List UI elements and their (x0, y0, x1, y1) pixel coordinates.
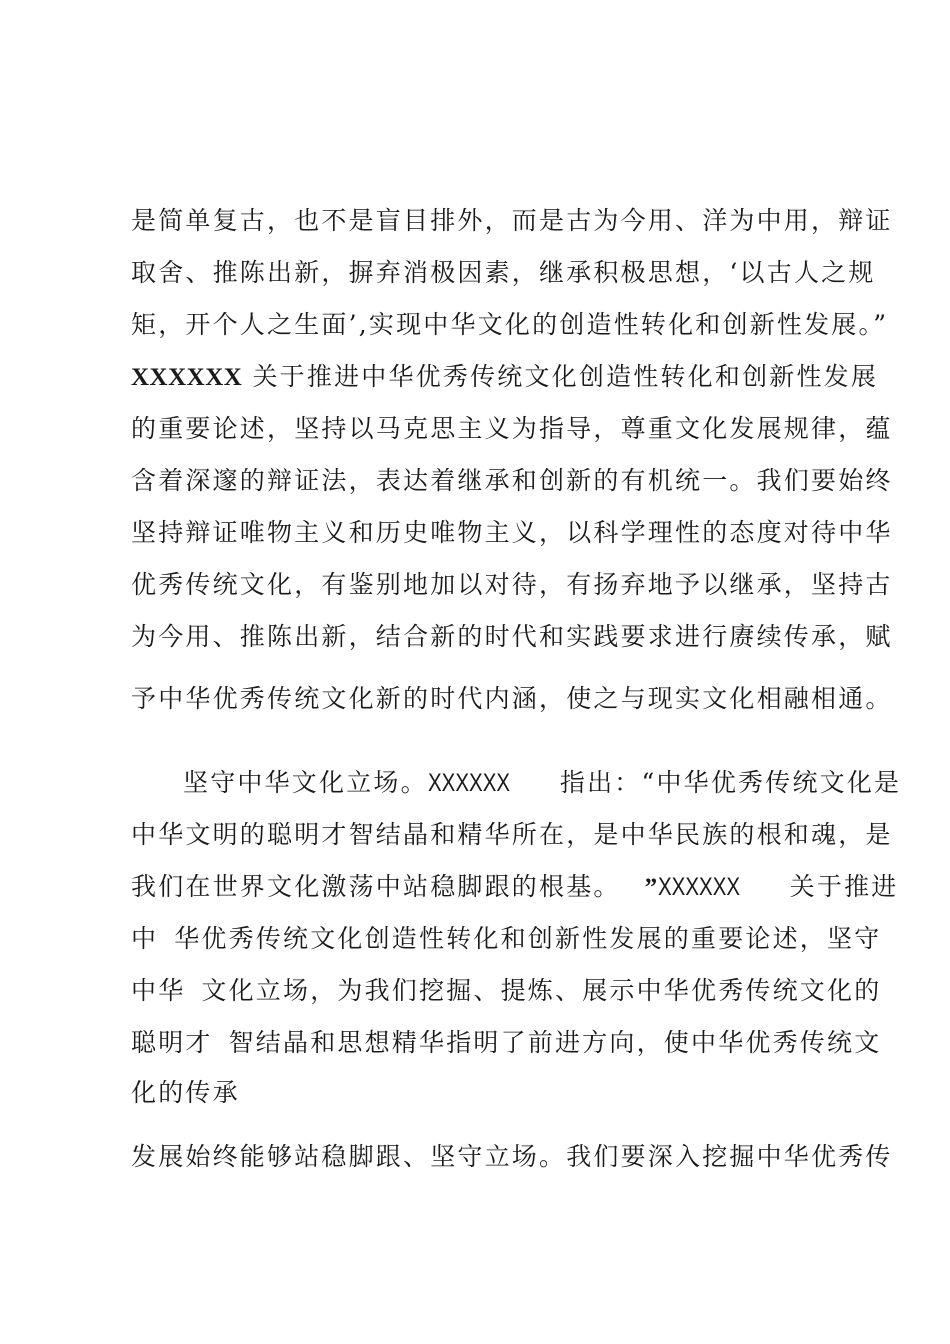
text-line: 中华文明的聪明才智结晶和精华所在，是中华民族的根和魂，是 (131, 820, 893, 849)
text-segment: 聪明才 (131, 1028, 213, 1057)
text-line: 含着深邃的辩证法，表达着继承和创新的有机统一。我们要始终 (131, 466, 893, 495)
text-line (183, 768, 902, 798)
text-line: 为今用、推陈出新，结合新的时代和实践要求进行赓续传承，赋 (131, 622, 893, 651)
text-line: 矩，开个人之生面’,实现中华文化的创造性转化和创新性发展。” (131, 310, 889, 339)
text-segment: 华优秀传统文化创造性转化和创新性发展的重要论述，坚守 (174, 924, 882, 953)
redacted-code: XXXXXX (427, 769, 510, 797)
text-line (131, 872, 899, 903)
text-line (131, 976, 882, 1006)
text-segment: 中华 (131, 976, 186, 1005)
text-segment: 关于推进中华优秀传统文化创造性转化和创新性发展 (252, 362, 879, 391)
text-line (131, 1028, 882, 1058)
text-segment: 指出：“中华优秀传统文化是 (559, 768, 902, 797)
text-line: 化的传承 (131, 1078, 240, 1107)
text-line: 予中华优秀传统文化新的时代内涵，使之与现实文化相融相通。 (131, 684, 893, 713)
text-line: 发展始终能够站稳脚跟、坚守立场。我们要深入挖掘中华优秀传 (131, 1142, 893, 1171)
text-line: 的重要论述，坚持以马克思主义为指导，尊重文化发展规律，蕴 (131, 414, 893, 443)
text-line: 坚持辩证唯物主义和历史唯物主义，以科学理性的态度对待中华 (131, 518, 893, 547)
text-segment: 中 (131, 924, 159, 953)
text-segment: 智结晶和思想精华指明了前进方向，使中华优秀传统文 (228, 1028, 882, 1057)
text-segment: 关于推进 (789, 872, 899, 901)
text-line: 优秀传统文化，有鉴别地加以对待，有扬弃地予以继承，坚持古 (131, 570, 893, 599)
text-segment: 文化立场，为我们挖掘、提炼、展示中华优秀传统文化的 (201, 976, 882, 1005)
text-line: 取舍、推陈出新，摒弃消极因素，继承积极思想，‘以古人之规 (131, 258, 876, 287)
text-segment: 坚守中华文化立场。 (183, 768, 428, 797)
text-line (131, 924, 882, 954)
text-line: 是简单复古，也不是盲目排外，而是古为今用、洋为中用，辩证 (131, 206, 893, 235)
text-segment: 我们在世界文化激荡中站稳脚跟的根基。 (131, 872, 621, 901)
text-line (131, 362, 879, 393)
quote-mark: ” (644, 874, 658, 901)
redacted-code: XXXXXX (657, 873, 740, 901)
redacted-code: XXXXXX (131, 364, 243, 391)
